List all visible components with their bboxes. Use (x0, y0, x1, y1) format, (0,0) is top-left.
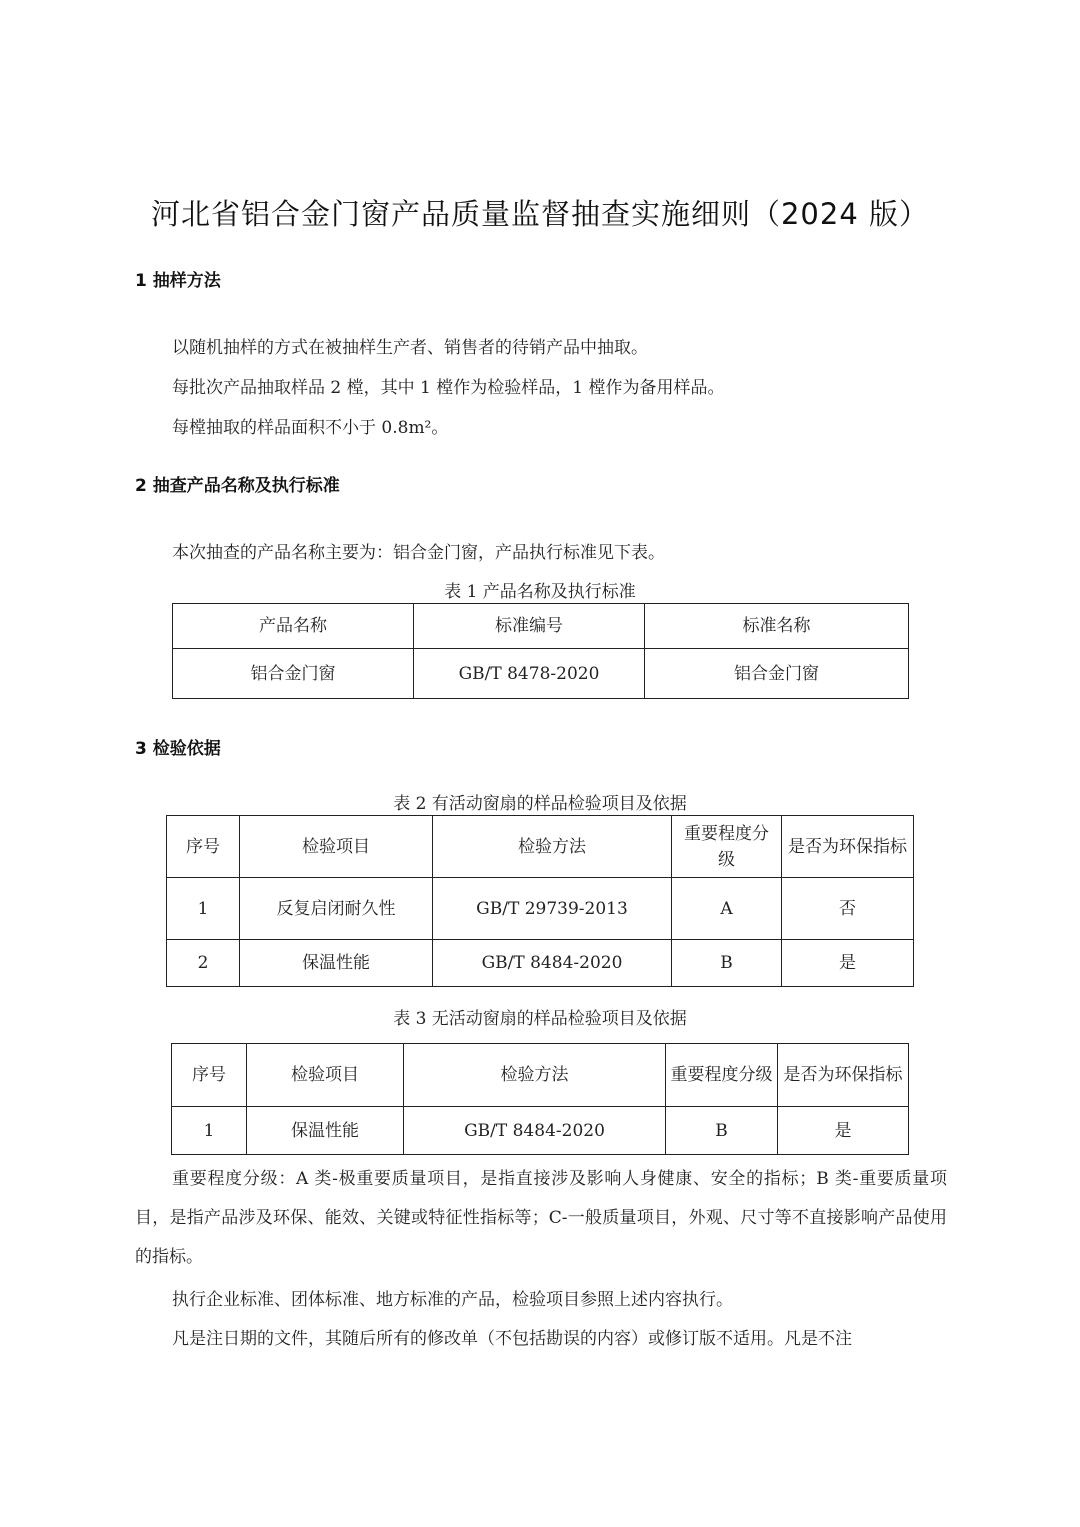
table-1-header-cell: 标准名称 (645, 604, 909, 649)
document-title: 河北省铝合金门窗产品质量监督抽查实施细则（2024 版） (150, 197, 930, 231)
table-3-header-row (172, 1044, 909, 1107)
table-row (167, 940, 914, 987)
section-2-heading: 2 抽查产品名称及执行标准 (135, 476, 340, 496)
table-2 (166, 815, 914, 987)
table-2-cell: 1 (167, 878, 240, 940)
table-3-cell: 是 (778, 1107, 909, 1155)
table-1-caption: 表 1 产品名称及执行标准 (444, 582, 636, 602)
grading-note: 重要程度分级：A 类-极重要质量项目，是指直接涉及影响人身健康、安全的指标；B 类-重要质量项目，是指产品涉及环保、能效、关键或特征性指标等；C-一般质量项目，外观、尺寸等不直接影响产品使用的指标。 (135, 1169, 947, 1267)
table-2-header-cell: 检验项目 (240, 816, 433, 878)
table-2-cell: 反复启闭耐久性 (240, 878, 433, 940)
table-row (173, 649, 909, 699)
table-2-cell: 2 (167, 940, 240, 987)
table-2-header-row (167, 816, 914, 878)
table-2-header-cell: 重要程度分级 (672, 816, 782, 878)
table-3-cell: 保温性能 (247, 1107, 404, 1155)
table-2-header-cell: 序号 (167, 816, 240, 878)
table-2-cell: 否 (782, 878, 914, 940)
section-1-paragraph-1: 以随机抽样的方式在被抽样生产者、销售者的待销产品中抽取。 (172, 338, 648, 358)
section-3-heading: 3 检验依据 (135, 739, 221, 759)
table-1-header-cell: 标准编号 (414, 604, 645, 649)
dated-documents-note: 凡是注日期的文件，其随后所有的修改单（不包括勘误的内容）或修订版不适用。凡是不注 (172, 1329, 852, 1349)
table-2-cell: GB/T 8484-2020 (433, 940, 672, 987)
table-3-cell: 1 (172, 1107, 247, 1155)
table-3 (171, 1043, 909, 1155)
table-1-header-row (173, 604, 909, 649)
table-2-cell: A (672, 878, 782, 940)
table-3-cell: B (666, 1107, 778, 1155)
table-2-header-cell: 是否为环保指标 (782, 816, 914, 878)
table-3-caption: 表 3 无活动窗扇的样品检验项目及依据 (393, 1009, 687, 1029)
table-1 (172, 603, 909, 699)
table-2-cell: B (672, 940, 782, 987)
section-2-intro: 本次抽查的产品名称主要为：铝合金门窗，产品执行标准见下表。 (172, 543, 665, 563)
section-1-paragraph-2: 每批次产品抽取样品 2 樘，其中 1 樘作为检验样品，1 樘作为备用样品。 (172, 378, 725, 398)
table-3-cell: GB/T 8484-2020 (404, 1107, 666, 1155)
table-1-cell: GB/T 8478-2020 (414, 649, 645, 699)
table-2-cell: 是 (782, 940, 914, 987)
table-2-cell: GB/T 29739-2013 (433, 878, 672, 940)
table-2-cell: 保温性能 (240, 940, 433, 987)
table-2-header-cell: 检验方法 (433, 816, 672, 878)
table-3-header-cell: 序号 (172, 1044, 247, 1107)
table-3-header-cell: 检验项目 (247, 1044, 404, 1107)
section-1-heading: 1 抽样方法 (135, 271, 221, 291)
section-1-paragraph-3: 每樘抽取的样品面积不小于 0.8m²。 (172, 418, 449, 438)
table-1-cell: 铝合金门窗 (645, 649, 909, 699)
table-row (167, 878, 914, 940)
table-1-header-cell: 产品名称 (173, 604, 414, 649)
standards-note: 执行企业标准、团体标准、地方标准的产品，检验项目参照上述内容执行。 (172, 1290, 733, 1310)
table-3-header-cell: 检验方法 (404, 1044, 666, 1107)
table-3-header-cell: 重要程度分级 (666, 1044, 778, 1107)
table-3-header-cell: 是否为环保指标 (778, 1044, 909, 1107)
table-row (172, 1107, 909, 1155)
table-1-cell: 铝合金门窗 (173, 649, 414, 699)
table-2-caption: 表 2 有活动窗扇的样品检验项目及依据 (393, 794, 687, 814)
